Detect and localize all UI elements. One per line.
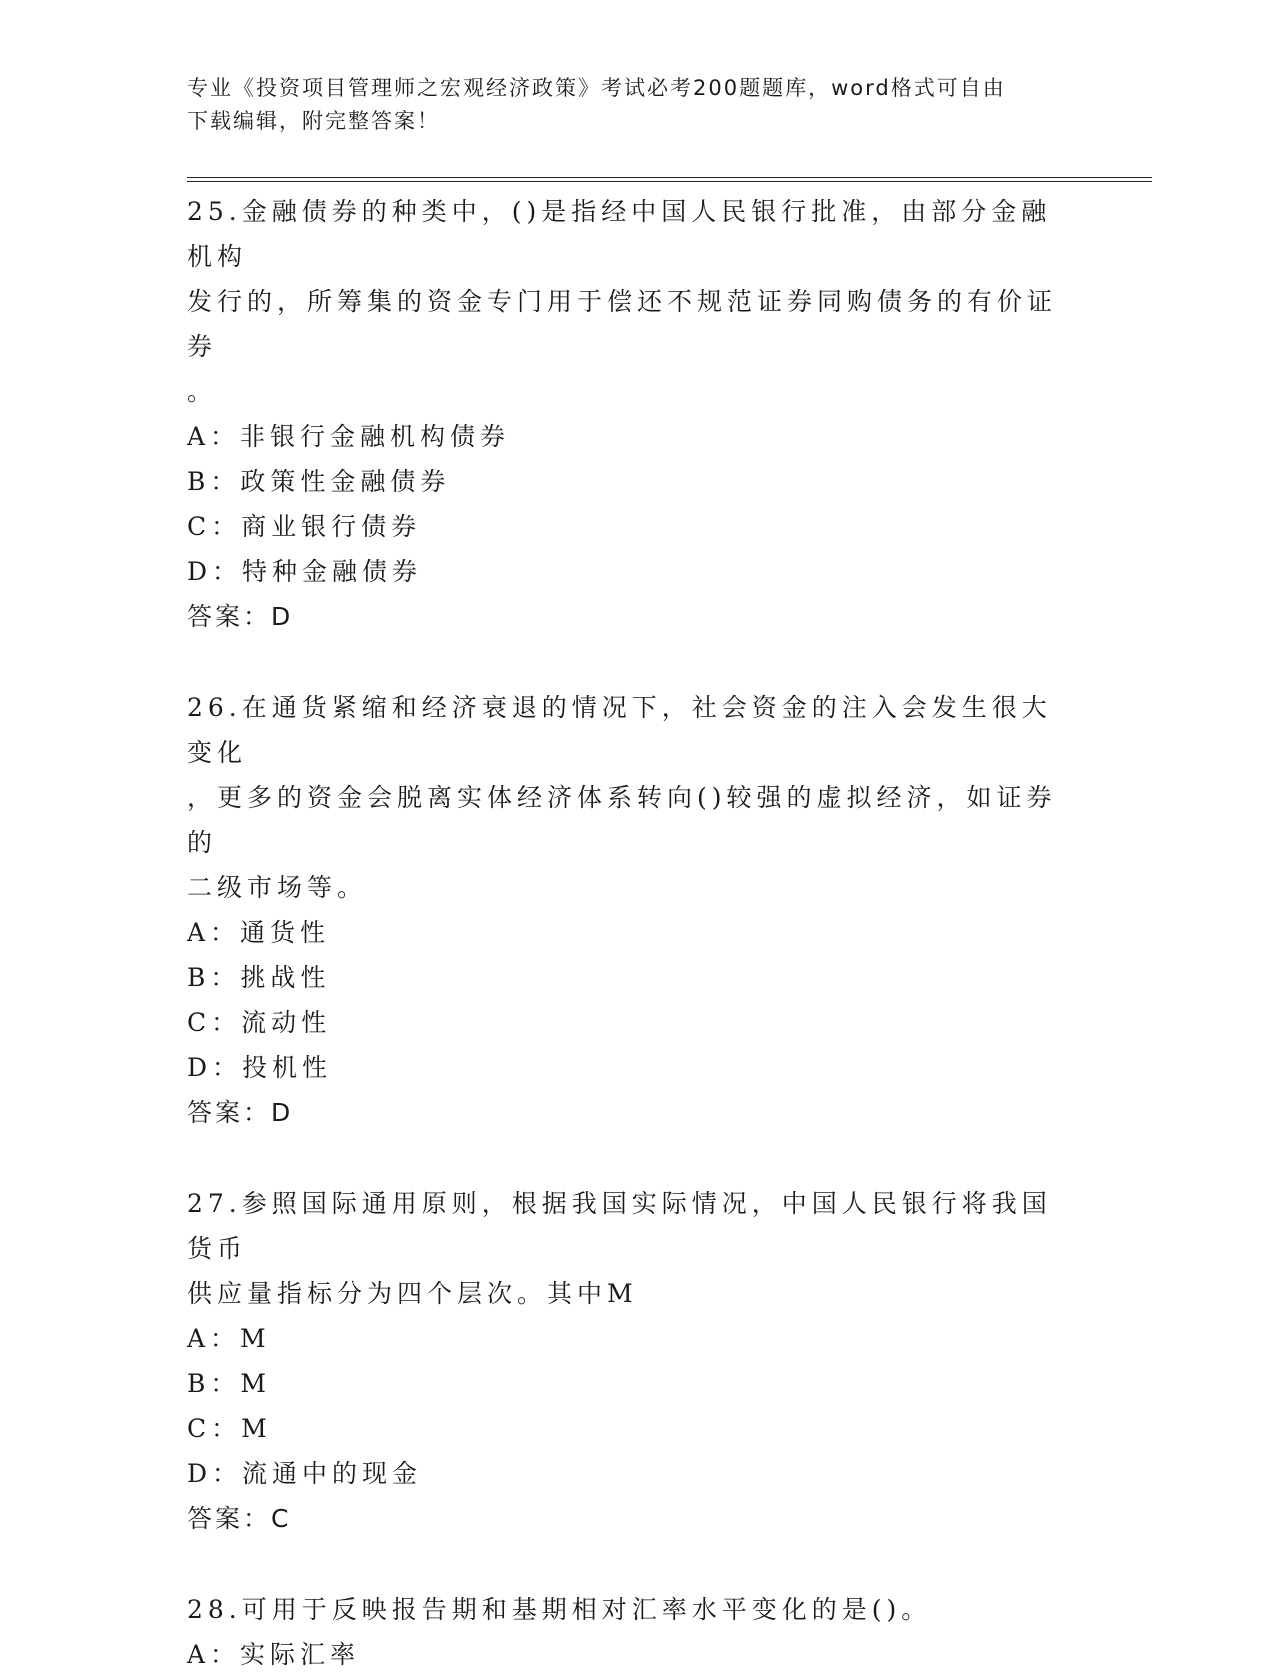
- header-rule-top: [187, 177, 1152, 178]
- question-26: [187, 685, 1077, 1135]
- spacer: [187, 1541, 1077, 1587]
- question-stem-line: 二级市场等。: [187, 873, 368, 902]
- option-c: C：M: [187, 1414, 272, 1443]
- option-a: A：实际汇率: [187, 1640, 361, 1669]
- option-b: B：政策性金融债券: [187, 467, 451, 496]
- option-c: C：流动性: [187, 1008, 332, 1037]
- option-d: D：特种金融债券: [187, 557, 423, 586]
- question-27: [187, 1181, 1077, 1541]
- document-header: [187, 72, 1087, 138]
- option-b: B：M: [187, 1369, 271, 1398]
- option-d: D：投机性: [187, 1053, 333, 1082]
- option-d: D：流通中的现金: [187, 1459, 423, 1488]
- option-a: A：通货性: [187, 918, 331, 947]
- question-stem-line: 25.金融债券的种类中，()是指经中国人民银行批准，由部分金融机构: [187, 197, 1052, 271]
- answer: 答案：D: [187, 1098, 294, 1127]
- answer: 答案：D: [187, 602, 294, 631]
- spacer: [187, 639, 1077, 685]
- answer: 答案：C: [187, 1504, 292, 1533]
- question-25: [187, 189, 1077, 639]
- option-c: C：商业银行债券: [187, 512, 422, 541]
- header-rule-bottom: [187, 181, 1152, 182]
- question-stem-line: 28.可用于反映报告期和基期相对汇率水平变化的是()。: [187, 1595, 932, 1624]
- question-stem-line: 。: [187, 377, 218, 406]
- header-line-2: 下载编辑，附完整答案！: [187, 109, 440, 133]
- spacer: [187, 1135, 1077, 1181]
- question-28: [187, 1587, 1077, 1677]
- question-stem-line: 供应量指标分为四个层次。其中M: [187, 1279, 638, 1308]
- option-a: A：非银行金融机构债券: [187, 422, 511, 451]
- question-stem-line: 27.参照国际通用原则，根据我国实际情况，中国人民银行将我国货币: [187, 1189, 1052, 1263]
- option-b: B：挑战性: [187, 963, 331, 992]
- question-stem-line: 发行的，所筹集的资金专门用于偿还不规范证券同购债务的有价证券: [187, 287, 1058, 361]
- question-list: [187, 189, 1077, 1677]
- question-stem-line: ，更多的资金会脱离实体经济体系转向()较强的虚拟经济，如证券的: [187, 783, 1057, 857]
- header-line-1: 专业《投资项目管理师之宏观经济政策》考试必考200题题库，word格式可自由: [187, 76, 1006, 100]
- option-a: A：M: [187, 1324, 271, 1353]
- question-stem-line: 26.在通货紧缩和经济衰退的情况下，社会资金的注入会发生很大变化: [187, 693, 1052, 767]
